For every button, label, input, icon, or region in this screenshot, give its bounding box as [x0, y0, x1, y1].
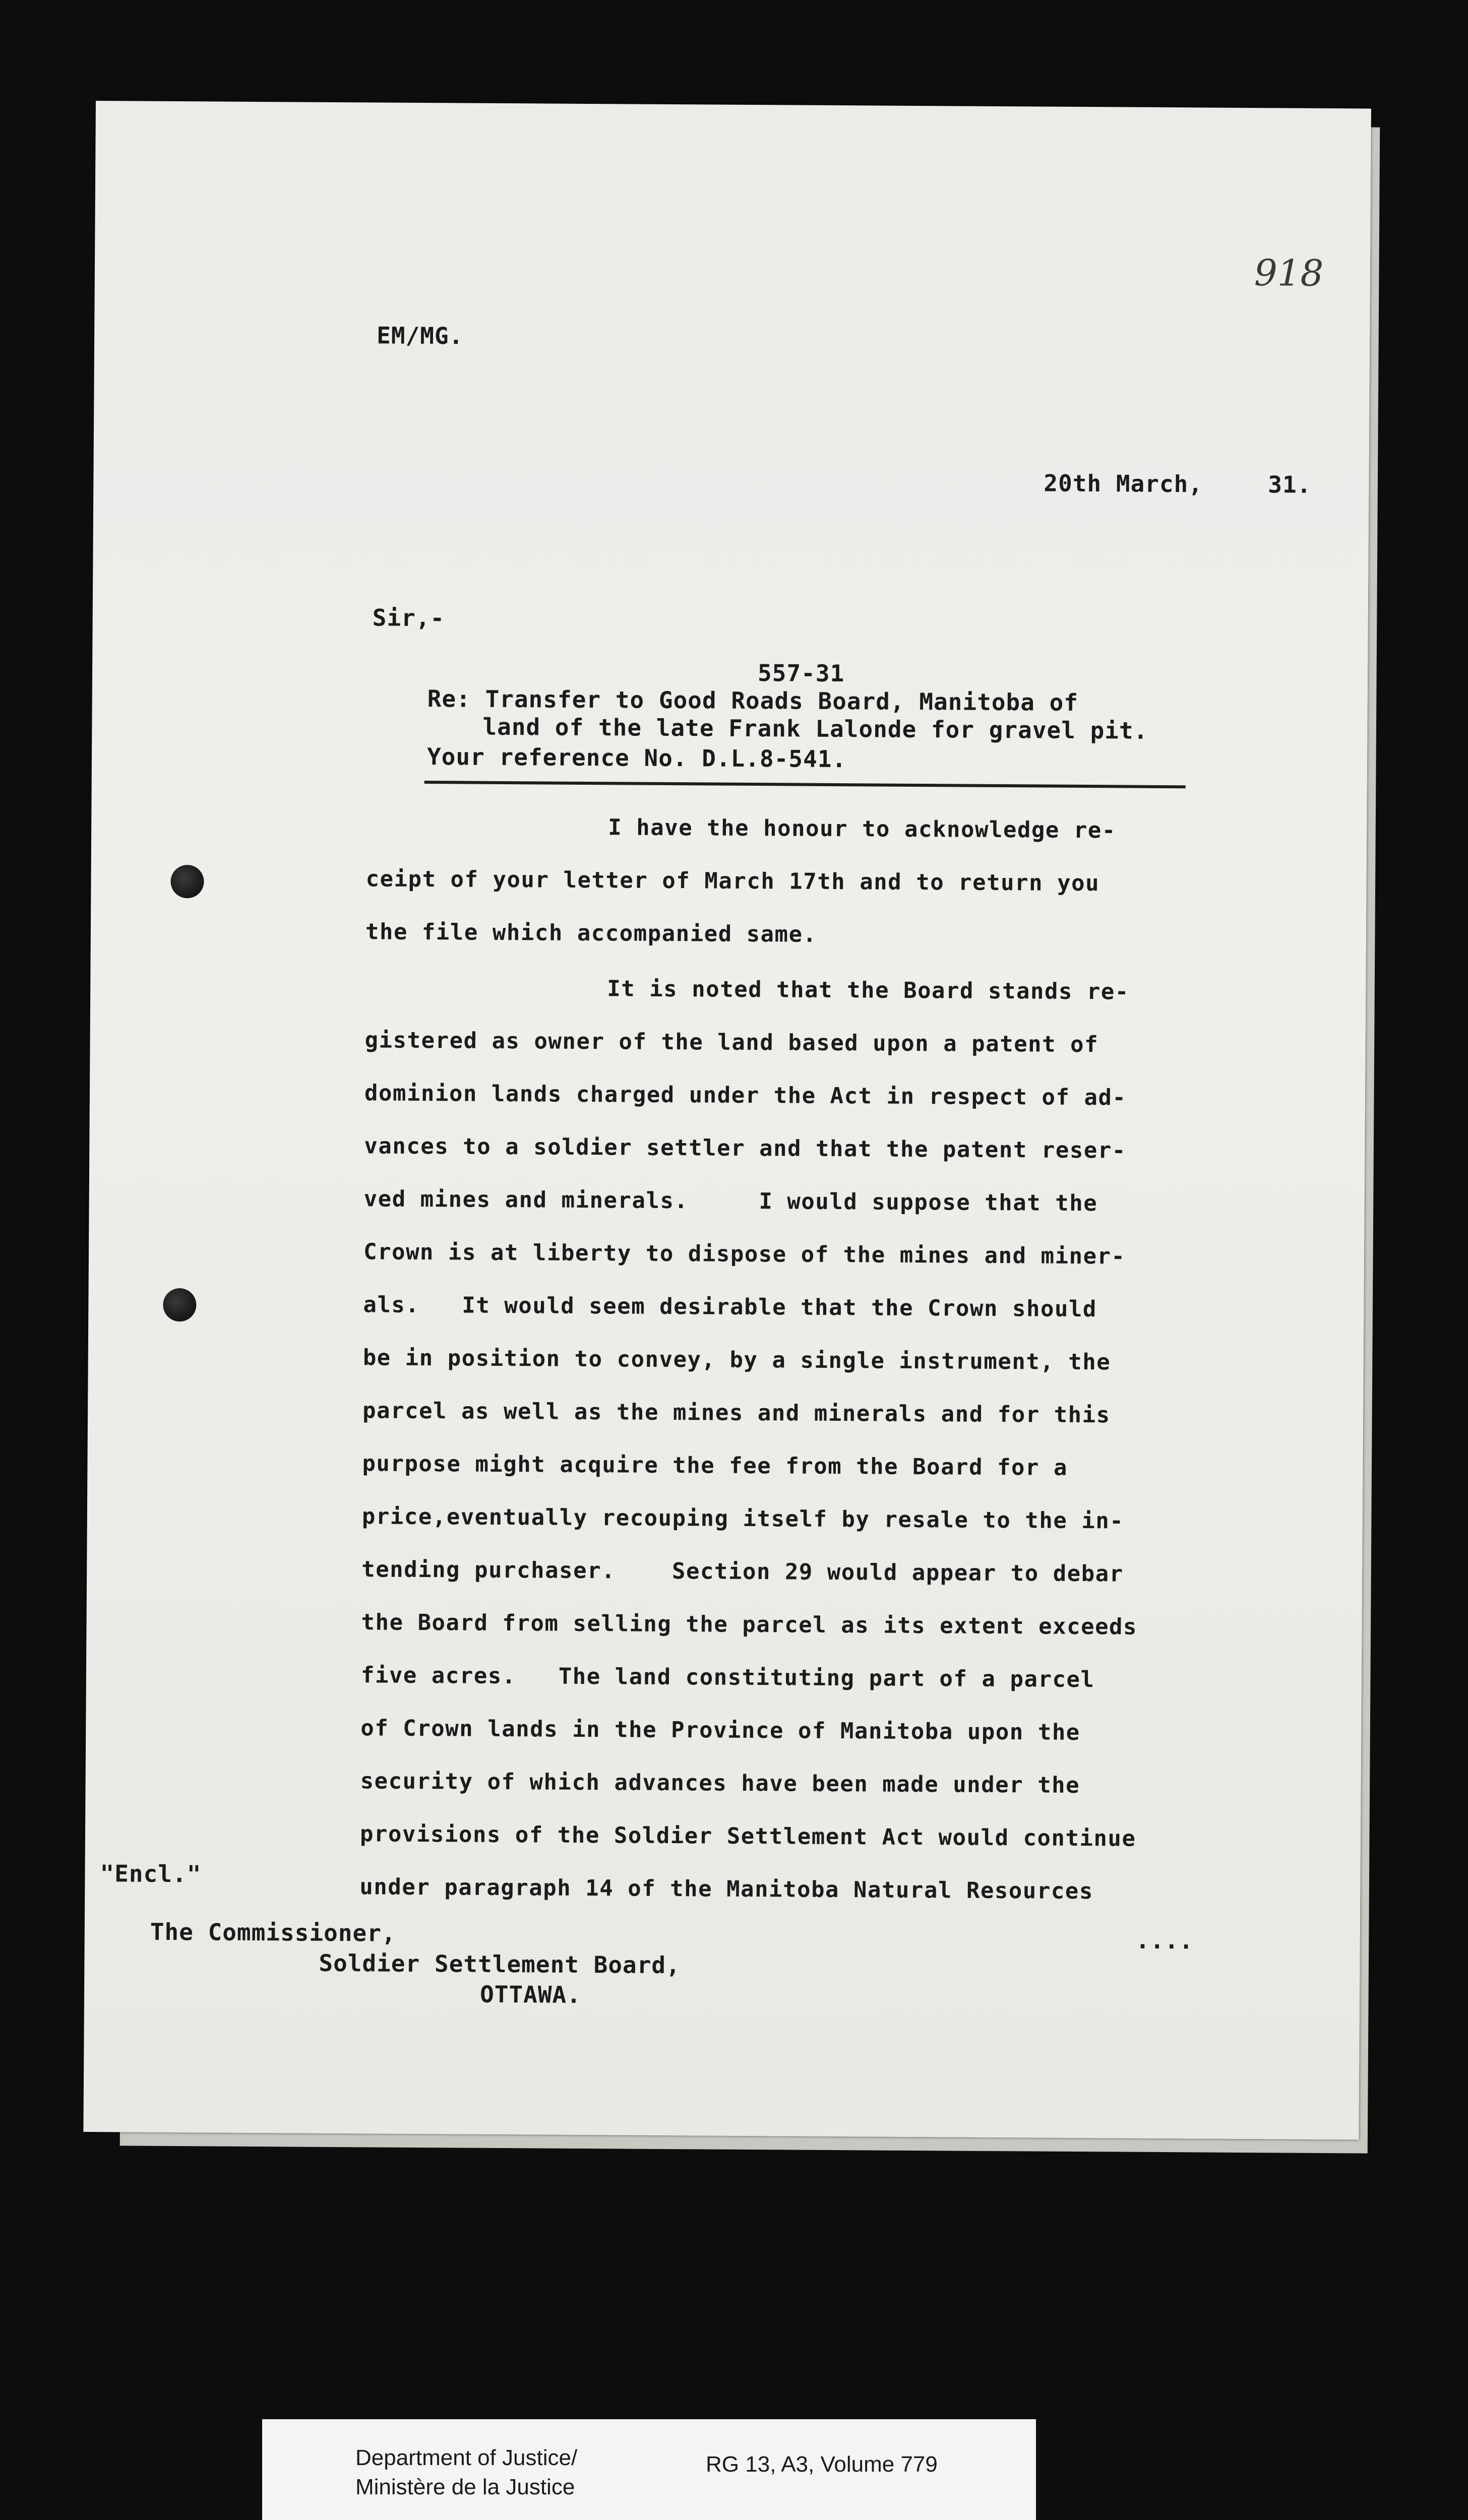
body-line: purpose might acquire the fee from the Board for a: [362, 1451, 1068, 1481]
page-number: 918: [1254, 251, 1324, 294]
body-line: price,eventually recouping itself by resale to the in-: [361, 1503, 1124, 1534]
continuation-mark: ....: [1135, 1926, 1194, 1955]
reference-initials: EM/MG.: [377, 322, 464, 350]
body-line: of Crown lands in the Province of Manitoba upon the: [360, 1715, 1080, 1745]
body-line: the file which accompanied same.: [365, 919, 817, 948]
letter-date: 20th March,: [1044, 469, 1203, 498]
body-line: dominion lands charged under the Act in respect of ad-: [364, 1080, 1127, 1111]
body-line: the Board from selling the parcel as its extent exceeds: [361, 1609, 1138, 1640]
subject-line-1: Re: Transfer to Good Roads Board, Manitoba of: [427, 685, 1079, 716]
addressee-line-3: OTTAWA.: [479, 1980, 582, 2008]
body-line: ved mines and minerals. I would suppose that the: [363, 1186, 1098, 1217]
body-line: be in position to convey, by a single instrument, the: [362, 1345, 1111, 1375]
letter-year: 31.: [1268, 471, 1312, 498]
body-line: under paragraph 14 of the Manitoba Natural Resources: [359, 1874, 1093, 1905]
body-line: vances to a soldier settler and that the patent reser-: [364, 1133, 1126, 1164]
subject-line-3: Your reference No. D.L.8-541.: [426, 743, 847, 773]
addressee-line-1: The Commissioner,: [150, 1918, 396, 1947]
archive-reference-label: [262, 2419, 1036, 2520]
body-line: Crown is at liberty to dispose of the mines and miner-: [363, 1239, 1126, 1270]
body-line: security of which advances have been made under the: [360, 1768, 1080, 1798]
body-line: parcel as well as the mines and minerals and for this: [362, 1398, 1111, 1428]
record-group-reference: RG 13, A3, Volume 779: [706, 2452, 938, 2477]
salutation: Sir,-: [372, 604, 445, 632]
addressee-line-2: Soldier Settlement Board,: [319, 1949, 681, 1979]
body-line: tending purchaser. Section 29 would appear to debar: [361, 1556, 1124, 1587]
body-line: provisions of the Soldier Settlement Act would continue: [359, 1821, 1136, 1852]
body-line: ceipt of your letter of March 17th and to return you: [365, 866, 1100, 897]
body-line: I have the honour to acknowledge re-: [608, 814, 1117, 844]
punch-hole-middle: [163, 1288, 196, 1321]
body-line: als. It would seem desirable that the Crown should: [363, 1292, 1097, 1322]
department-fr: Ministère de la Justice: [355, 2475, 575, 2499]
punch-hole-top: [170, 865, 204, 898]
body-line: It is noted that the Board stands re-: [607, 976, 1130, 1005]
enclosure-note: "Encl.": [100, 1860, 202, 1888]
body-line: gistered as owner of the land based upon a patent of: [364, 1027, 1099, 1058]
file-number: 557-31: [757, 659, 845, 687]
department-en: Department of Justice/: [355, 2445, 578, 2470]
body-line: five acres. The land constituting part of a parcel: [360, 1662, 1095, 1693]
subject-underline: [424, 781, 1186, 788]
subject-line-2: land of the late Frank Lalonde for gravel pit.: [482, 713, 1148, 744]
letter-page: [83, 101, 1371, 2139]
